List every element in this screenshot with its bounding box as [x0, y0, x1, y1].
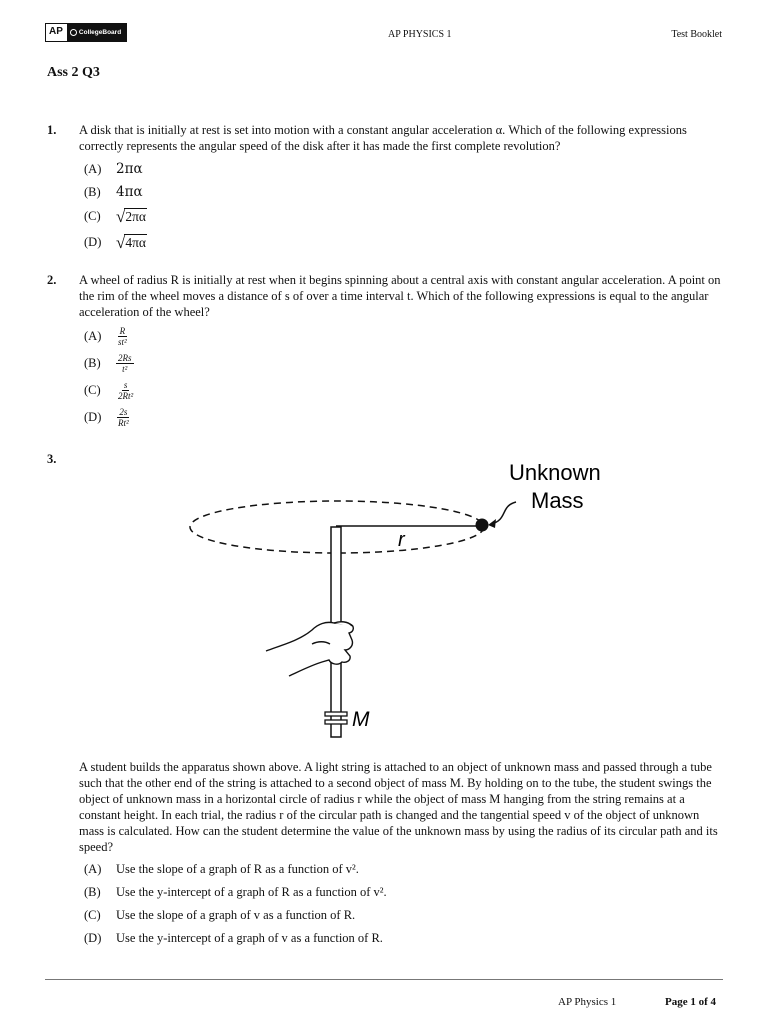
option-label: (D): [84, 930, 102, 945]
figure-label-mass: Mass: [531, 488, 584, 513]
q1-option-c[interactable]: [84, 205, 147, 227]
figure-label-m: M: [352, 708, 370, 731]
document-title: Ass 2 Q3: [47, 65, 100, 80]
arrowhead-icon: [488, 519, 496, 528]
option-expression: 4πα: [116, 184, 143, 200]
header-subject: AP PHYSICS 1: [388, 29, 452, 40]
fraction-numerator: 2s: [119, 406, 128, 417]
footer-page-number: Page 1 of 4: [665, 996, 717, 1008]
fraction-numerator: R: [119, 325, 126, 336]
q1-option-a[interactable]: [84, 158, 143, 180]
option-expression: 2πα: [116, 161, 143, 177]
fraction-numerator: 2Rs: [118, 352, 132, 363]
fraction-denominator: t²: [122, 363, 128, 374]
q3-option-d[interactable]: [84, 927, 383, 949]
fraction: [116, 407, 131, 428]
mass-m-bottom-disk: [325, 720, 347, 724]
fraction-denominator: st²: [118, 336, 127, 347]
question-3-number: 3.: [47, 452, 57, 466]
question-2-text: A wheel of radius R is initially at rest when it begins spinning about a central axis with constant angular acceleration. A point on the rim of the wheel moves a distance of s of over a time interval t. Which of the following expressions is equal to the angular acceleration of the wheel?: [79, 273, 721, 319]
option-label: (C): [84, 907, 101, 922]
header-booklet: Test Booklet: [671, 29, 722, 40]
radical-sign-icon: √: [116, 232, 126, 252]
q2-option-a[interactable]: [84, 325, 129, 347]
mass-m-top-disk: [325, 712, 347, 716]
option-label: (B): [84, 884, 101, 899]
option-text: Use the slope of a graph of v as a function of R.: [116, 907, 356, 922]
q1-option-d[interactable]: [84, 231, 147, 253]
option-label: (C): [84, 208, 101, 223]
fraction-denominator: Rt²: [118, 417, 129, 428]
q1-option-b[interactable]: [84, 181, 143, 203]
option-label: (D): [84, 234, 102, 249]
fraction-denominator: 2Rt²: [118, 390, 134, 401]
fraction: [116, 380, 135, 401]
q3-option-c[interactable]: [84, 904, 355, 926]
option-expression: 2πα: [125, 208, 146, 224]
question-3-text: A student builds the apparatus shown above. A light string is attached to an object of unknown mass and passed through a tube such that the other end of the string is attached to a second object of mass M. By holding on to the tube, the student swings the object of unknown mass in a horizontal circle of radius r while the object of mass M hanging from the string remains at a constant height. In each trial, the radius r of the circular path is changed and the tangential speed v of the object of unknown mass is calculated. How can the student determine the value of the unknown mass by using the radius of its circular path and its speed?: [79, 760, 718, 854]
option-label: (D): [84, 409, 102, 424]
question-1-number: 1.: [47, 123, 57, 137]
option-text: Use the y-intercept of a graph of v as a function of R.: [116, 930, 383, 945]
question-1-text: A disk that is initially at rest is set into motion with a constant angular acceleration α. Which of the following expressions correctly represents the angular speed of the disk after it has made the first complete revolution?: [79, 123, 687, 153]
apparatus-figure: [0, 440, 768, 750]
logo-collegeboard-text: CollegeBoard: [78, 28, 122, 36]
q2-option-b[interactable]: [84, 352, 134, 374]
radical-sign-icon: √: [116, 206, 126, 226]
acorn-icon: [70, 29, 77, 36]
unknown-mass-ball: [476, 519, 489, 532]
fraction: [116, 353, 134, 374]
logo-ap-text: AP: [46, 24, 67, 41]
option-label: (A): [84, 861, 102, 876]
fraction-numerator: s: [123, 379, 128, 390]
option-text: Use the slope of a graph of R as a function of v².: [116, 861, 359, 876]
option-expression: 4πα: [125, 234, 146, 250]
option-label: (A): [84, 161, 102, 176]
footer-subject: AP Physics 1: [558, 996, 617, 1008]
q3-option-a[interactable]: [84, 858, 359, 880]
figure-label-unknown: Unknown: [509, 460, 601, 485]
footer-divider: [45, 979, 723, 980]
option-label: (A): [84, 328, 102, 343]
option-text: Use the y-intercept of a graph of R as a function of v².: [116, 884, 387, 899]
logo-collegeboard: [67, 24, 126, 41]
fraction: [116, 326, 129, 347]
ap-collegeboard-logo: [45, 23, 127, 42]
q3-option-b[interactable]: [84, 881, 387, 903]
figure-label-r: r: [398, 529, 405, 551]
q2-option-d[interactable]: [84, 406, 131, 428]
sqrt-expression: [116, 234, 147, 251]
option-label: (B): [84, 184, 101, 199]
q2-option-c[interactable]: [84, 379, 135, 401]
option-label: (B): [84, 355, 101, 370]
question-2-number: 2.: [47, 273, 57, 287]
option-label: (C): [84, 382, 101, 397]
sqrt-expression: [116, 208, 147, 225]
